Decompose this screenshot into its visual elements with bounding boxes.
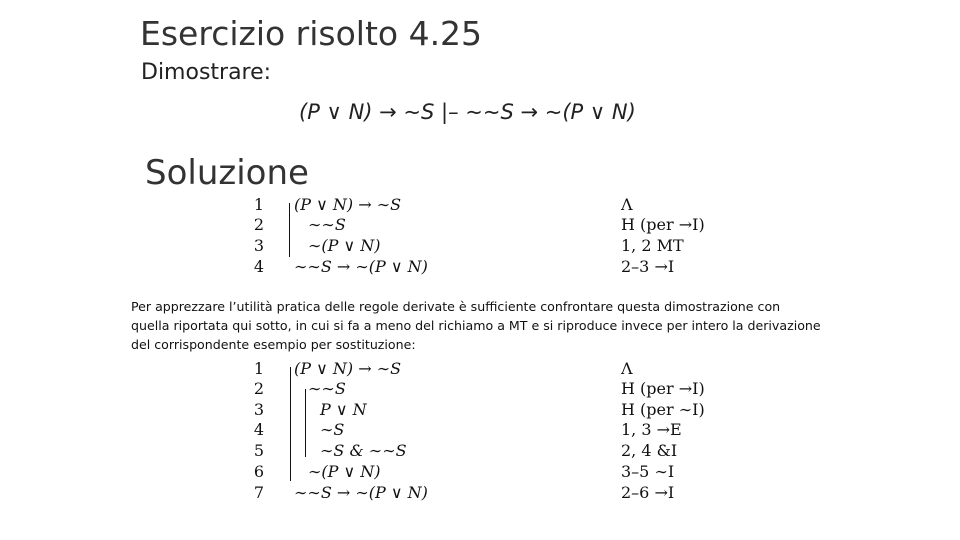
line-formula: ∼∼S → ∼(P ∨ N) <box>294 483 428 502</box>
line-number: 7 <box>253 483 264 502</box>
subproof-bar <box>289 203 290 257</box>
line-number: 2 <box>253 215 264 234</box>
line-formula: ∼S <box>320 420 345 439</box>
line-number: 1 <box>253 359 264 378</box>
slide-title: Esercizio risolto 4.25 <box>140 14 483 53</box>
line-justification: 1, 3 →E <box>621 420 682 439</box>
line-justification: 2–3 →I <box>621 257 675 276</box>
line-number: 4 <box>253 420 264 439</box>
explanatory-paragraph: Per apprezzare l’utilità pratica delle regole derivate è sufficiente confrontare questa dimostrazione con quella riportata qui sotto, in cui si fa a meno del richiamo a MT e si riproduce invece per intero la derivazione del corrispondente esempio per sostituzione: <box>131 299 821 352</box>
subproof-bar-inner <box>305 389 306 457</box>
line-number: 3 <box>253 400 264 419</box>
section-title: Soluzione <box>145 153 309 193</box>
line-justification: Λ <box>621 359 633 378</box>
line-justification: 2, 4 &I <box>621 441 678 460</box>
line-number: 1 <box>253 195 264 214</box>
line-formula: ∼(P ∨ N) <box>308 462 381 481</box>
line-number: 6 <box>253 462 264 481</box>
line-number: 2 <box>253 379 264 398</box>
slide-subtitle: Dimostrare: <box>141 60 272 85</box>
line-justification: Λ <box>621 195 633 214</box>
line-number: 4 <box>253 257 264 276</box>
subproof-bar-outer <box>290 367 291 481</box>
line-justification: H (per →I) <box>621 379 705 398</box>
line-formula: (P ∨ N) → ∼S <box>294 195 402 214</box>
line-formula: (P ∨ N) → ∼S <box>294 359 402 378</box>
line-justification: H (per ∼I) <box>621 400 705 419</box>
line-justification: 2–6 →I <box>621 483 675 502</box>
line-formula: ∼S & ∼∼S <box>320 441 407 460</box>
line-justification: 3–5 ∼I <box>621 462 675 481</box>
line-formula: ∼∼S <box>308 379 346 398</box>
line-formula: ∼∼S <box>308 215 346 234</box>
line-justification: H (per →I) <box>621 215 705 234</box>
line-justification: 1, 2 MT <box>621 236 684 255</box>
line-number: 3 <box>253 236 264 255</box>
line-formula: ∼∼S → ∼(P ∨ N) <box>294 257 428 276</box>
line-number: 5 <box>253 441 264 460</box>
line-formula: ∼(P ∨ N) <box>308 236 381 255</box>
line-formula: P ∨ N <box>320 400 367 419</box>
sequent-statement: (P ∨ N) → ∼S |– ∼∼S → ∼(P ∨ N) <box>299 100 636 124</box>
